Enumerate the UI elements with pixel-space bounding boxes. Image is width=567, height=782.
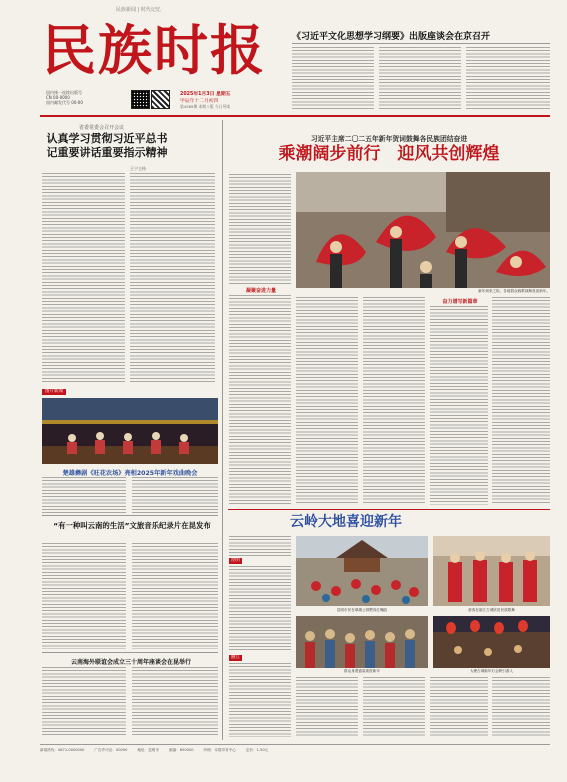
lead-section-header: 凝聚奋进力量 xyxy=(245,288,276,294)
newyear-photo-side xyxy=(433,536,550,606)
column-divider xyxy=(222,120,223,740)
lead-section-header: 奋力谱写新篇章 xyxy=(442,299,478,305)
date-line: 2025年1月3日 星期五 xyxy=(180,92,231,97)
page-index: 第4589期 本期八版 今日导读 xyxy=(180,104,231,109)
lead-body xyxy=(296,297,358,505)
left-kicker: 省委常委会召开会议 xyxy=(78,125,124,131)
costume-performers-image xyxy=(433,536,550,606)
lead-headline: 乘潮阔步前行 迎风共创辉煌 xyxy=(278,144,500,164)
newyear-label: 昆明 xyxy=(231,558,240,563)
left-headline: 认真学习贯彻习近平总书记重要讲话重要指示精神 xyxy=(46,132,168,159)
newyear-photo-bottom-left xyxy=(296,616,428,668)
newyear-intro xyxy=(229,536,291,556)
footer-item: 地址：昆明市 xyxy=(137,748,159,752)
small-story-body xyxy=(42,667,126,737)
lunar-date: 甲辰年十二月初四 xyxy=(180,99,219,104)
masthead-title: 民族时报 xyxy=(42,18,266,82)
divider xyxy=(292,43,550,44)
newyear-label: 丽江 xyxy=(231,655,240,660)
newyear-body xyxy=(229,663,291,737)
newyear-body xyxy=(430,677,488,737)
meta-line: 国内邮发代号 00-00 xyxy=(46,100,83,105)
photo-feature-tag: 图片新闻 xyxy=(42,389,66,395)
lead-body xyxy=(363,297,425,505)
top-story-body xyxy=(466,47,550,109)
opera-photo xyxy=(42,398,218,464)
meta-line: CN 00-0000 xyxy=(46,95,70,100)
lead-photo xyxy=(296,172,550,288)
newyear-body xyxy=(492,677,550,737)
footer-rule xyxy=(40,744,550,745)
photo-feature-caption: 楚雄彝剧《旺花农场》亮相2025年新年戏曲晚会 xyxy=(62,470,198,477)
photo-feature-body xyxy=(42,477,126,513)
footer xyxy=(40,748,550,753)
culture-body xyxy=(42,543,126,649)
masthead-rule xyxy=(40,115,550,117)
small-story-body xyxy=(132,667,218,737)
top-story-body xyxy=(292,47,374,109)
celebration-crowd-image xyxy=(296,172,550,288)
qr-code-icon xyxy=(151,90,170,109)
lead-photo-caption: 新年到来之际，各地群众载歌载舞喜迎新年。 xyxy=(478,289,550,293)
footer-item: 广告许可证：00000 xyxy=(94,748,128,752)
opera-stage-image xyxy=(42,398,218,464)
newyear-caption: 大理古城新年灯会吸引游人 xyxy=(469,669,514,673)
left-byline: 王宁主持 xyxy=(130,166,146,171)
meta-line: 国内统一连续出版号 xyxy=(46,90,82,95)
footer-item: 新闻热线：0871-0000000 xyxy=(40,748,85,752)
newyear-body xyxy=(296,677,358,737)
top-story-title: 《习近平文化思想学习纲要》出版座谈会在京召开 xyxy=(292,32,491,42)
footer-item: 印刷：本报印务中心 xyxy=(203,748,236,752)
newyear-body xyxy=(229,566,291,652)
newyear-body xyxy=(363,677,425,737)
lead-kicker: 习近平主席二〇二五年新年贺词鼓舞各民族团结奋进 xyxy=(310,135,468,143)
lead-intro xyxy=(229,174,291,284)
divider xyxy=(42,515,218,516)
lead-body xyxy=(430,306,488,505)
newyear-caption: 游客在丽江古城欣赏民族歌舞 xyxy=(468,608,515,612)
culture-headline: “有一种叫云南的生活”文旅音乐纪录片在昆发布 xyxy=(53,521,211,530)
left-body xyxy=(130,173,215,383)
masthead-meta xyxy=(46,90,122,105)
lead-body xyxy=(229,295,291,505)
newyear-photo-main xyxy=(296,536,428,606)
lantern-street-image xyxy=(433,616,550,668)
top-story-body xyxy=(379,47,461,109)
left-body xyxy=(42,173,125,383)
photo-feature-body xyxy=(132,477,218,513)
section-rule xyxy=(228,509,550,510)
culture-body xyxy=(132,543,218,649)
small-story-headline: 云南海外联谊会成立三十周年座谈会在昆举行 xyxy=(70,659,191,666)
slogan: 民族新闻 | 时代记忆 xyxy=(116,7,161,13)
footer-item: 定价：1.50元 xyxy=(245,748,269,752)
newyear-photo-bottom-right xyxy=(433,616,550,668)
folk-dance-image xyxy=(296,536,428,606)
newyear-caption: 昆明市民在翠湖公园喂食红嘴鸥 xyxy=(336,608,388,612)
footer-item: 邮编：650000 xyxy=(168,748,194,752)
divider xyxy=(42,652,218,653)
newyear-headline: 云岭大地喜迎新年 xyxy=(290,514,402,530)
qr-code-icon xyxy=(131,90,150,109)
crowd-image xyxy=(296,616,428,668)
lead-body xyxy=(492,297,550,505)
newyear-caption: 群众身着盛装欢度新年 xyxy=(344,669,380,673)
